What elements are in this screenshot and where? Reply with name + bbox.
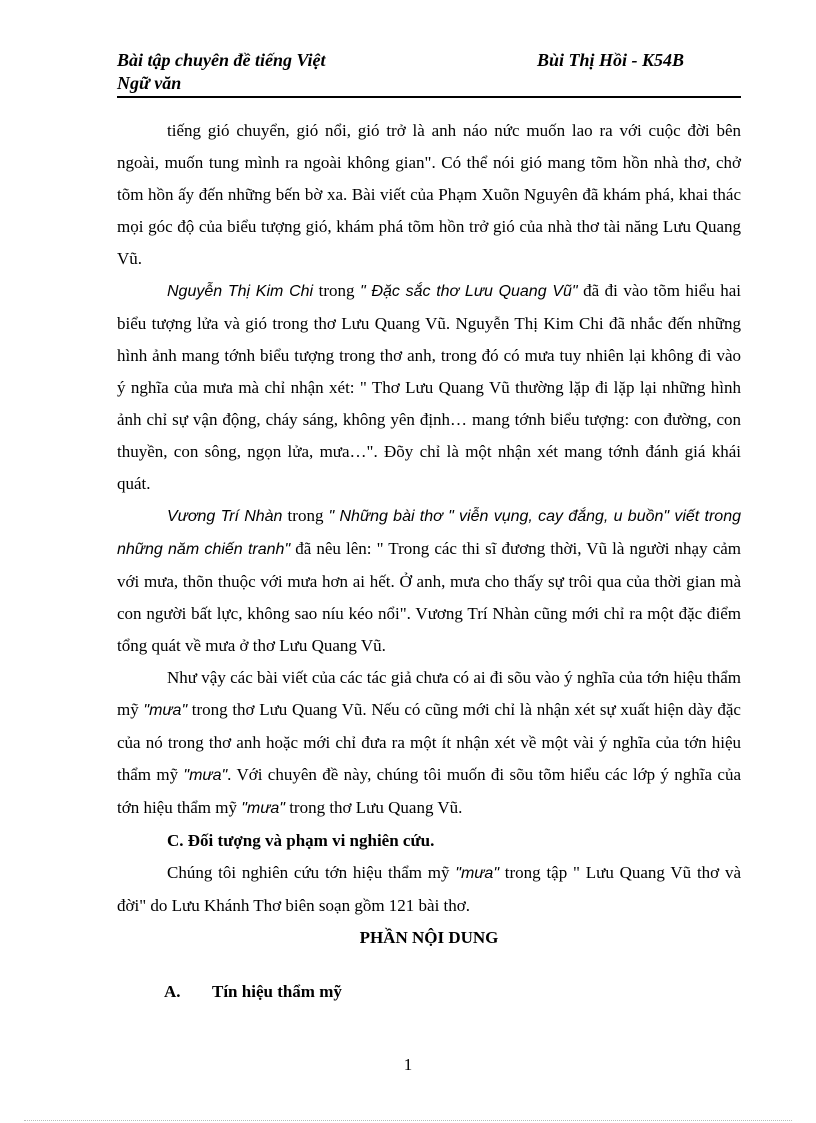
text: trong <box>282 506 329 525</box>
text: trong <box>313 281 361 300</box>
text: trong tập " Lưu Quang Vũ thơ và đời" do Lưu Khánh Thơ biên soạn gồm 121 bài thơ. <box>117 863 741 915</box>
page-body <box>117 115 741 1008</box>
term: "mưa" <box>143 702 188 719</box>
text: Như vậy các bài viết của các tác giả chưa có ai đi sõu vào ý nghĩa của tớn hiệu thẩm mỹ <box>117 668 741 719</box>
term: "mưa" <box>455 865 499 882</box>
paragraph-2 <box>117 275 741 500</box>
text: Chúng tôi nghiên cứu tớn hiệu thẩm mỹ <box>167 863 456 882</box>
author-name: Vương Trí Nhàn <box>167 508 283 525</box>
text: trong thơ Lưu Quang Vũ. <box>284 798 463 817</box>
heading-a <box>117 976 741 1008</box>
paragraph-5 <box>117 857 741 922</box>
paragraph-1 <box>117 115 741 275</box>
text: đã nêu lên: " Trong các thi sĩ đương thời, Vũ là người nhạy cảm với mưa, thõn thuộc với mưa hơn ai hết. Ở anh, mưa cho thấy sự trôi qua của thời gian mà con người bất lực, không sao níu kéo nổi". Vương Trí Nhàn cũng mới chỉ ra một đặc điểm tổng quát về mưa ở thơ Lưu Quang Vũ. <box>117 539 742 655</box>
page-number: 1 <box>403 1055 413 1074</box>
author-name: Nguyễn Thị Kim Chi <box>167 283 314 300</box>
heading-a-title: Tín hiệu thẩm mỹ <box>212 982 342 1001</box>
paragraph-3 <box>117 500 741 662</box>
page-header <box>117 50 741 98</box>
header-author: Bùi Thị Hồi - K54B <box>537 50 685 70</box>
heading-a-letter: A. <box>164 982 181 1001</box>
page-bottom-divider <box>24 1120 792 1121</box>
header-subject: Ngữ văn <box>117 73 182 93</box>
term: "mưa" <box>241 800 285 817</box>
text: đã đi vào tõm hiểu hai biểu tượng lửa và gió trong thơ Lưu Quang Vũ. Nguyễn Thị Kim Chi đã nhắc đến những hình ảnh mang tớnh biểu tượng trong thơ anh, trong đó có mưa tuy nhiên lại không đi vào ý nghĩa của mưa mà chỉ nhận xét: " Thơ Lưu Quang Vũ thường lặp đi lặp lại những hình ảnh chỉ sự vận động, cháy sáng, không yên định… mang tớnh biểu tượng: con đường, con thuyền, con sông, ngọn lửa, mưa…". Đõy chỉ là một nhận xét mang tớnh đánh giá khái quát. <box>117 281 741 493</box>
heading-c: C. Đối tượng và phạm vi nghiên cứu. <box>167 831 435 850</box>
part-heading: PHẦN NỘI DUNG <box>359 928 499 947</box>
text: trong thơ Lưu Quang Vũ. Nếu có cũng mới chỉ là nhận xét sự xuất hiện dày đặc của nó trong thơ anh hoặc mới chỉ đưa ra một ít nhận xét về một vài ý nghĩa của tớn hiệu thẩm mỹ <box>117 700 741 784</box>
term: "mưa" <box>183 767 228 784</box>
header-course-title: Bài tập chuyên đề tiếng Việt <box>117 50 326 70</box>
paragraph-4 <box>117 662 741 825</box>
text: . Với chuyên đề này, chúng tôi muốn đi sõu tõm hiểu các lớp ý nghĩa của tớn hiệu thẩm mỹ <box>117 765 741 817</box>
paragraph-1-text: tiếng gió chuyển, gió nổi, gió trở là anh náo nức muốn lao ra với cuộc đời bên ngoài, muốn tung mình ra ngoài không gian". Có thể nói gió mang tõm hồn nhà thơ, chở tõm hồn ấy đến những bến bờ xa. Bài viết của Phạm Xuõn Nguyên đã khám phá, khai thác mọi góc độ của biểu tượng gió, khám phá tõm hồn trở gió của nhà thơ tài năng Lưu Quang Vũ. <box>117 121 741 268</box>
work-title: " Những bài thơ " viễn vụng, cay đắng, u buồn" viết trong những năm chiến tranh" <box>117 508 742 558</box>
work-title: " Đặc sắc thơ Lưu Quang Vũ" <box>360 283 578 300</box>
